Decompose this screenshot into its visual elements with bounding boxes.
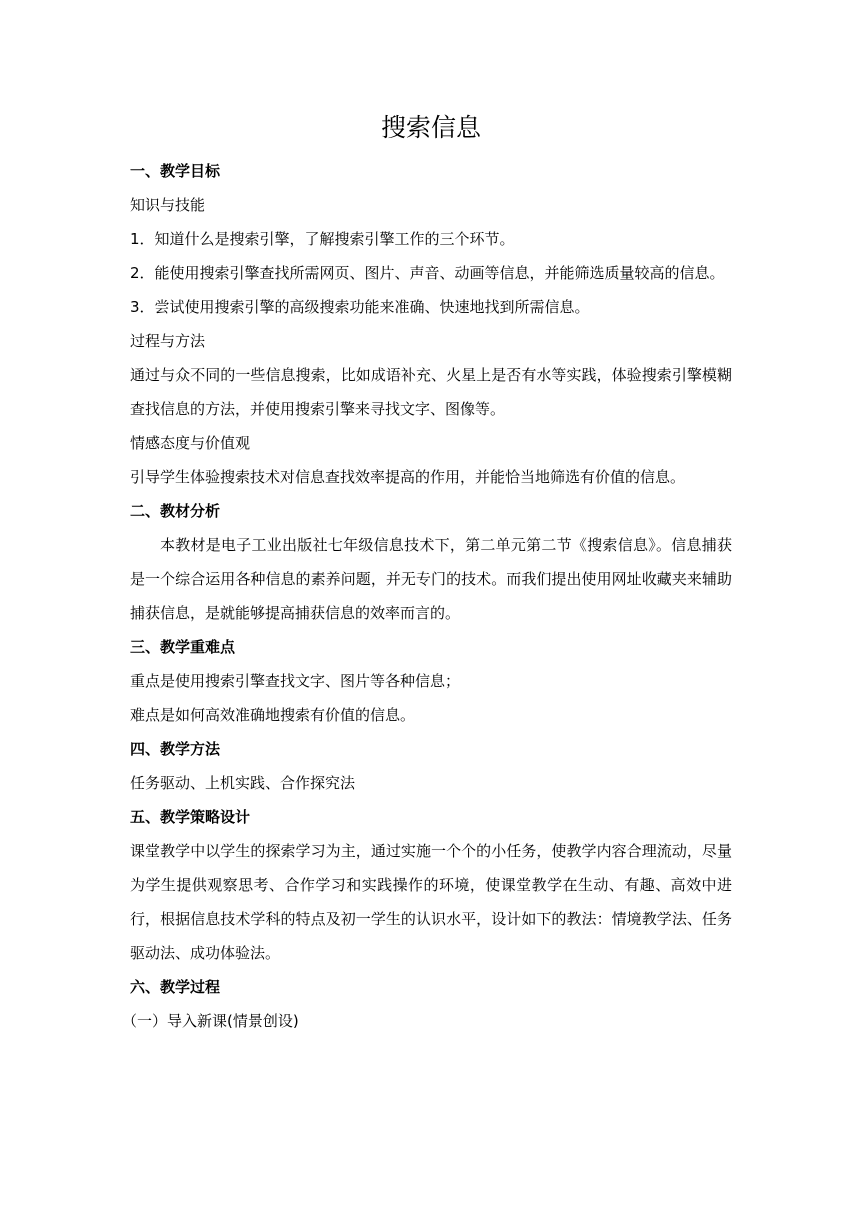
section-heading-teaching-methods: 四、教学方法	[130, 740, 221, 758]
section-heading-key-points: 三、教学重难点	[130, 638, 236, 656]
objective-item-2: 2．能使用搜索引擎查找所需网页、图片、声音、动画等信息，并能筛选质量较高的信息。	[130, 264, 725, 282]
emotion-values-paragraph: 引导学生体验搜索技术对信息查找效率提高的作用，并能恰当地筛选有价值的信息。	[130, 468, 686, 486]
teaching-methods-line: 任务驱动、上机实践、合作探究法	[130, 774, 356, 792]
section-heading-objectives: 一、教学目标	[130, 162, 221, 180]
subheading-introduction: （一）导入新课(情景创设)	[122, 1012, 299, 1030]
section-heading-teaching-process: 六、教学过程	[130, 978, 221, 996]
section-heading-strategy-design: 五、教学策略设计	[130, 808, 251, 826]
objective-item-3: 3．尝试使用搜索引擎的高级搜索功能来准确、快速地找到所需信息。	[130, 298, 590, 316]
subheading-emotion-values: 情感态度与价值观	[130, 434, 251, 452]
document-page	[122, 108, 732, 1038]
process-method-paragraph: 通过与众不同的一些信息搜索，比如成语补充、火星上是否有水等实践，体验搜索引擎模糊查找信息的方法，并使用搜索引擎来寻找文字、图像等。	[130, 366, 732, 418]
key-point-line: 重点是使用搜索引擎查找文字、图片等各种信息；	[130, 672, 461, 690]
document-title: 搜索信息	[380, 113, 481, 142]
subheading-knowledge-skills: 知识与技能	[130, 196, 206, 214]
section-heading-material-analysis: 二、教材分析	[130, 502, 221, 520]
difficult-point-line: 难点是如何高效准确地搜索有价值的信息。	[130, 706, 416, 724]
objective-item-1: 1．知道什么是搜索引擎，了解搜索引擎工作的三个环节。	[130, 230, 515, 248]
strategy-design-paragraph: 课堂教学中以学生的探索学习为主，通过实施一个个的小任务，使教学内容合理流动，尽量为学生提供观察思考、合作学习和实践操作的环境，使课堂教学在生动、有趣、高效中进行，根据信息技术学科的特点及初一学生的认识水平，设计如下的教法：情境教学法、任务驱动法、成功体验法。	[130, 842, 732, 962]
subheading-process-method: 过程与方法	[130, 332, 206, 350]
material-analysis-paragraph: 本教材是电子工业出版社七年级信息技术下，第二单元第二节《搜索信息》。信息捕获是一个综合运用各种信息的素养问题，并无专门的技术。而我们提出使用网址收藏夹来辅助捕获信息，是就能够提高捕获信息的效率而言的。	[130, 536, 732, 622]
